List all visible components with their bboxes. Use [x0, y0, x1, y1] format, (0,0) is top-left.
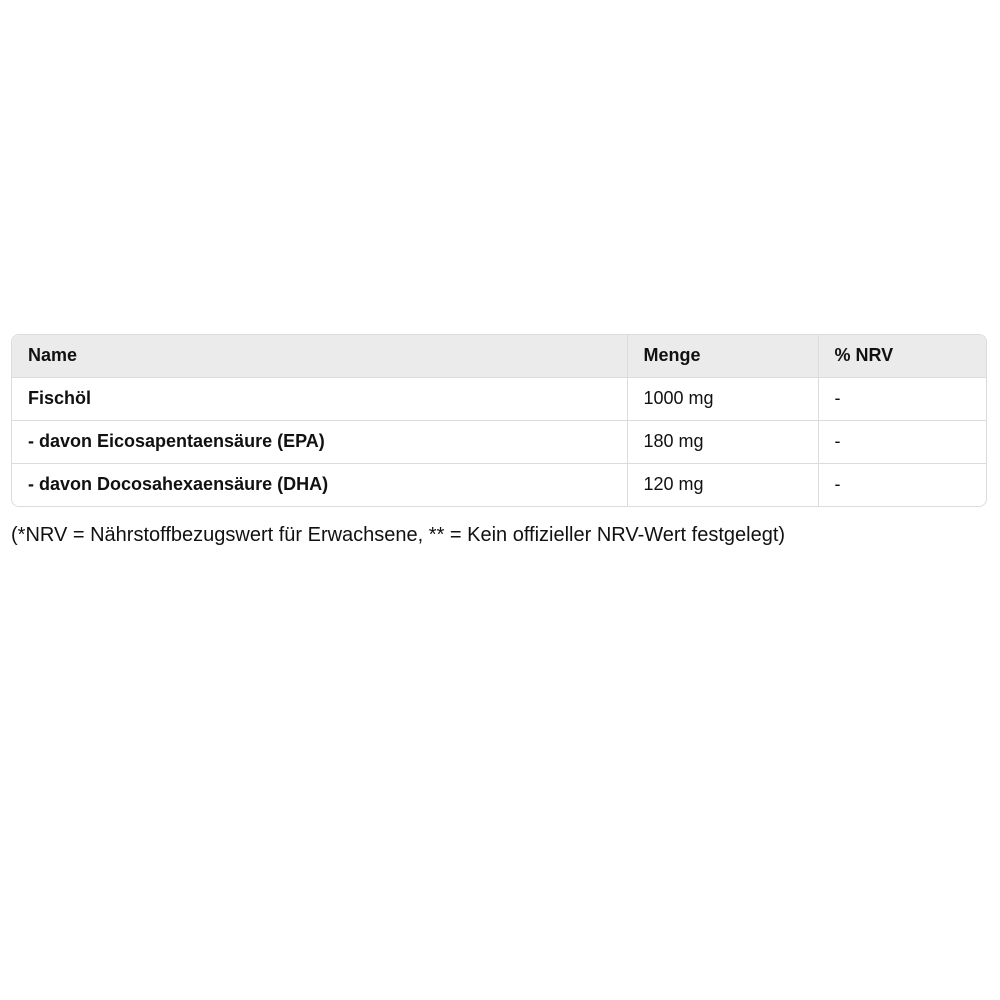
table-row — [12, 377, 986, 420]
nutrition-table-grid — [12, 335, 986, 506]
row-name: - davon Eicosapentaensäure (EPA) — [12, 420, 627, 463]
row-name: - davon Docosahexaensäure (DHA) — [12, 463, 627, 506]
header-name: Name — [12, 335, 627, 377]
nutrition-table — [11, 334, 987, 507]
row-amount: 180 mg — [627, 420, 818, 463]
nrv-footnote: (*NRV = Nährstoffbezugswert für Erwachsene, ** = Kein offizieller NRV-Wert festgelegt) — [11, 524, 786, 546]
row-amount: 1000 mg — [627, 377, 818, 420]
table-row — [12, 463, 986, 506]
header-amount: Menge — [627, 335, 818, 377]
table-header-row — [12, 335, 986, 377]
row-name: Fischöl — [12, 377, 627, 420]
header-nrv: % NRV — [818, 335, 986, 377]
row-amount: 120 mg — [627, 463, 818, 506]
row-nrv: - — [818, 420, 986, 463]
row-nrv: - — [818, 377, 986, 420]
table-row — [12, 420, 986, 463]
row-nrv: - — [834, 474, 841, 495]
